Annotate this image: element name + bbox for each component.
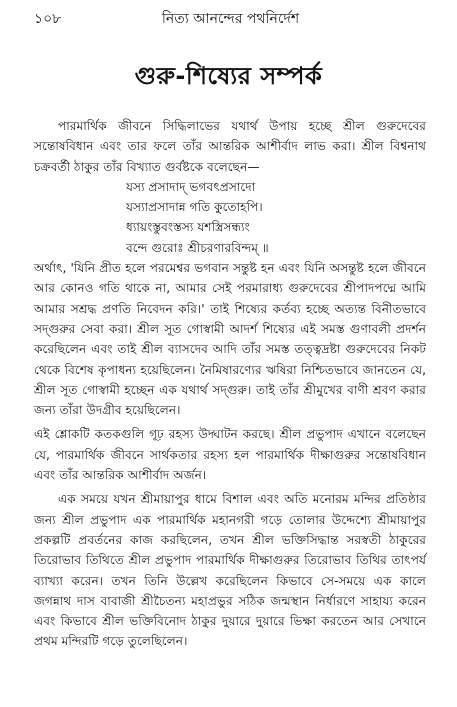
- verse-line: ধ্যায়ংস্তুবংস্তস্য যশস্ত্রিসন্ধ্যং: [126, 220, 250, 235]
- paragraph-intro: পারমার্থিক জীবনে সিদ্ধিলাভের যথার্থ উপায় হচ্ছে শ্রীল গুরুদেবের সন্তোষবিধান এবং তার ফলে তাঁর আন্তরিক আশীর্বাদ লাভ করা। শ্রীল বিশ্বনাথ চক্রবর্তী ঠাকুর তাঁর বিখ্যাত গুর্বষ্টকে বলেছেন—: [34, 119, 426, 174]
- page-number: ১০৮: [34, 11, 62, 27]
- verse-line: যস্য প্রসাদাদ্ ভগবৎপ্রসাদো: [126, 179, 256, 194]
- paragraph-secret: এই শ্লোকটি কতকগুলি গূঢ় রহস্য উদ্ঘাটন করছে। শ্রীল প্রভুপাদ এখানে বলেছেন যে, পারমার্থিক জীবনে সার্থকতার রহস্য হল পারমার্থিক দীক্ষাগুরুর সন্তোষবিধান এবং তাঁর আন্তরিক আশীর্বাদ অর্জন।: [34, 427, 426, 483]
- verse-line: বন্দে গুরোঃ শ্রীচরণারবিন্দম্ ॥: [126, 240, 269, 255]
- chapter-title: গুরু-শিষ্যের সম্পর্ক: [134, 62, 323, 90]
- body-text: [34, 116, 426, 652]
- running-header: [34, 8, 427, 30]
- paragraph-mayapur: এক সময়ে যখন শ্রীমায়াপুর ধামে বিশাল এবং অতি মনোরম মন্দির প্রতিষ্ঠার জন্য শ্রীল প্রভুপাদ এক পারমার্থিক মহানগরী গড়ে তোলার উদ্দেশ্যে শ্রীমায়াপুর প্রকল্পটি প্রবর্তনের কাজ করছিলেন, তখন শ্রীল ভক্তিসিদ্ধান্ত সরস্বতী ঠাকুরের তিরোভাব তিথিতে শ্রীল প্রভুপাদ পারমার্থিক দীক্ষাগুরুর তিরোভাব তিথির তাৎপর্য ব্যাখ্যা করেন। তখন তিনি উল্লেখ করেছিলেন কিভাবে সে-সময়ে এক কালে জগন্নাথ দাস বাবাজী শ্রীচৈতন্য মহাপ্রভুর সঠিক জন্মস্থান নির্ধারণে সাহায্য করেন এবং কিভাবে শ্রীল ভক্তিবিনোদ ঠাকুর দুয়ারে দুয়ারে ভিক্ষা করতেন আর সেখানে প্রথম মন্দিরটি গড়ে তুলেছিলেন।: [34, 492, 426, 649]
- verse-line: যস্যাপ্রসাদান্ন গতি কুতোহপি।: [126, 200, 263, 215]
- sanskrit-verse: [126, 177, 426, 258]
- running-title: নিত্য আনন্দের পথনির্দেশ: [161, 11, 300, 27]
- paragraph-translation: অর্থাৎ, 'যিনি প্রীত হলে পরমেশ্বর ভগবান সন্তুষ্ট হন এবং যিনি অসন্তুষ্ট হলে জীবনে আর কোনও গতি থাকে না, আমার সেই পরমারাধ্য গুরুদেবের শ্রীপাদপদ্মে আমি আমার সশ্রদ্ধ প্রণতি নিবেদন করি।' তাই শিষ্যের কর্তব্য হচ্ছে অত্যন্ত বিনীতভাবে সদ্গুরুর সেবা করা। শ্রীল সূত গোস্বামী আদর্শ শিষ্যের এই সমস্ত গুণাবলী প্রদর্শন করেছিলেন এবং তাই শ্রীল ব্যাসদেব আদি তাঁর সমস্ত তত্ত্বদ্রষ্টা গুরুদেবের নিকট থেকে বিশেষ কৃপাধন্য হয়েছিলেন। নৈমিষারণ্যের ঋষিরা নিশ্চিতভাবে জানতেন যে, শ্রীল সূত গোস্বামী হচ্ছেন এক যথার্থ সদ্গুরু। তাই তাঁর শ্রীমুখের বাণী শ্রবণ করার জন্য তাঁরা উদগ্রীব হয়েছিলেন।: [34, 261, 426, 418]
